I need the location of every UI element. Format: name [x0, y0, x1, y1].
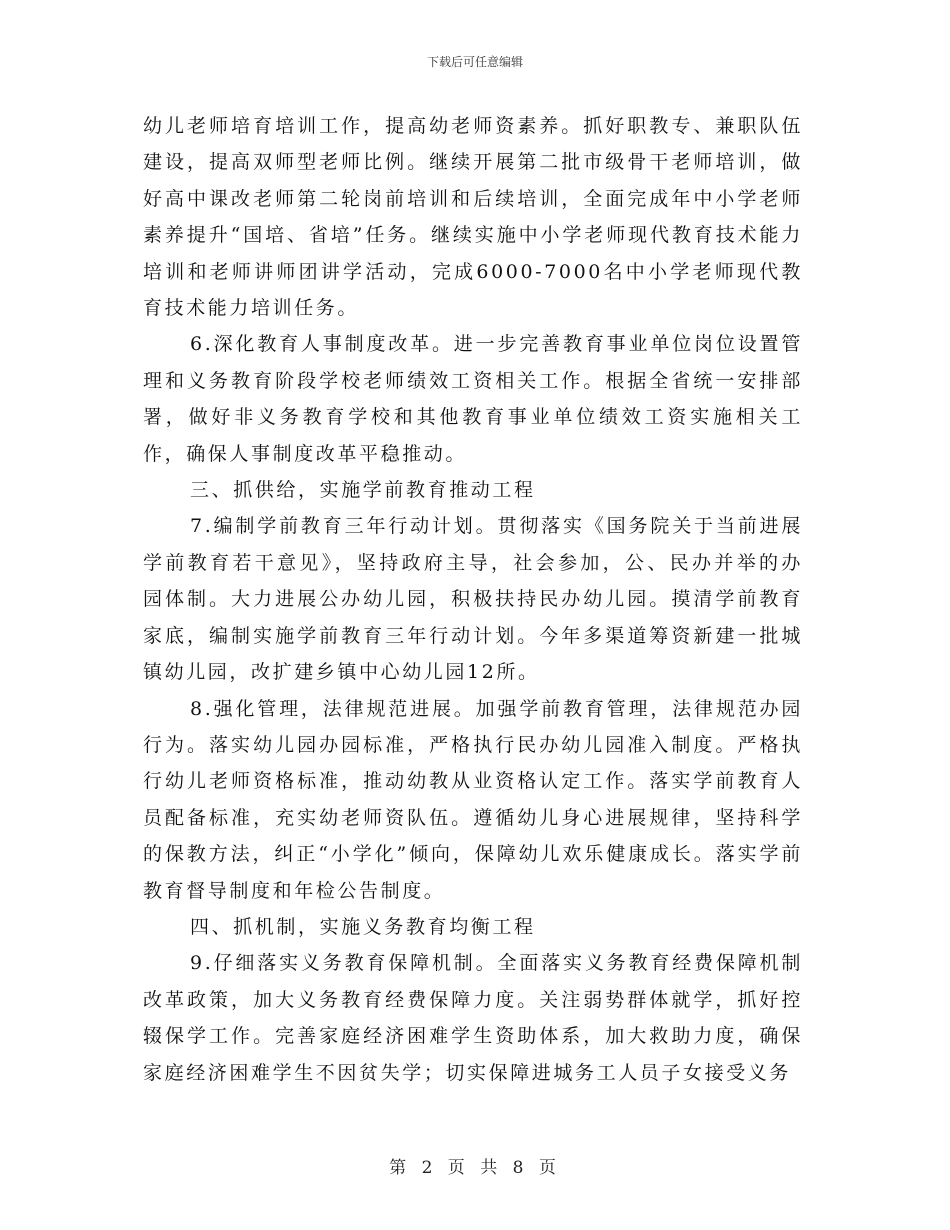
paragraph-item-6: 6.深化教育人事制度改革。进一步完善教育事业单位岗位设置管理和义务教育阶段学校老师绩效工资相关工作。根据全省统一安排部署，做好非义务教育学校和其他教育事业单位绩效工资实施相关工作，确保人事制度改革平稳推动。	[143, 333, 803, 465]
page-header: 下载后可任意编辑	[426, 55, 523, 69]
paragraph-continuation: 幼儿老师培育培训工作，提高幼老师资素养。抓好职教专、兼职队伍建设，提高双师型老师比例。继续开展第二批市级骨干老师培训，做好高中课改老师第二轮岗前培训和后续培训，全面完成年中小学老师素养提升“国培、省培”任务。继续实施中小学老师现代教育技术能力培训和老师讲师团讲学活动，完成6000-7000名中小学老师现代教育技术能力培训任务。	[143, 115, 803, 320]
document-body	[143, 108, 803, 1091]
section-heading-3: 三、抓供给，实施学前教育推动工程	[190, 479, 536, 502]
paragraph-item-7: 7.编制学前教育三年行动计划。贯彻落实《国务院关于当前进展学前教育若干意见》，坚持政府主导，社会参加，公、民办并举的办园体制。大力进展公办幼儿园，积极扶持民办幼儿园。摸清学前教育家底，编制实施学前教育三年行动计划。今年多渠道筹资新建一批城镇幼儿园，改扩建乡镇中心幼儿园12所。	[143, 515, 803, 684]
section-heading-4: 四、抓机制，实施义务教育均衡工程	[190, 915, 536, 938]
paragraph-item-9: 9.仔细落实义务教育保障机制。全面落实义务教育经费保障机制改革政策，加大义务教育经费保障力度。关注弱势群体就学，抓好控辍保学工作。完善家庭经济困难学生资助体系，加大救助力度，确保家庭经济困难学生不因贫失学；切实保障进城务工人员子女接受义务	[143, 952, 803, 1084]
page-footer: 第 2 页 共 8 页	[389, 1158, 561, 1178]
paragraph-item-8: 8.强化管理，法律规范进展。加强学前教育管理，法律规范办园行为。落实幼儿园办园标准，严格执行民办幼儿园准入制度。严格执行幼儿老师资格标准，推动幼教从业资格认定工作。落实学前教育人员配备标准，充实幼老师资队伍。遵循幼儿身心进展规律，坚持科学的保教方法，纠正“小学化”倾向，保障幼儿欢乐健康成长。落实学前教育督导制度和年检公告制度。	[143, 697, 803, 902]
